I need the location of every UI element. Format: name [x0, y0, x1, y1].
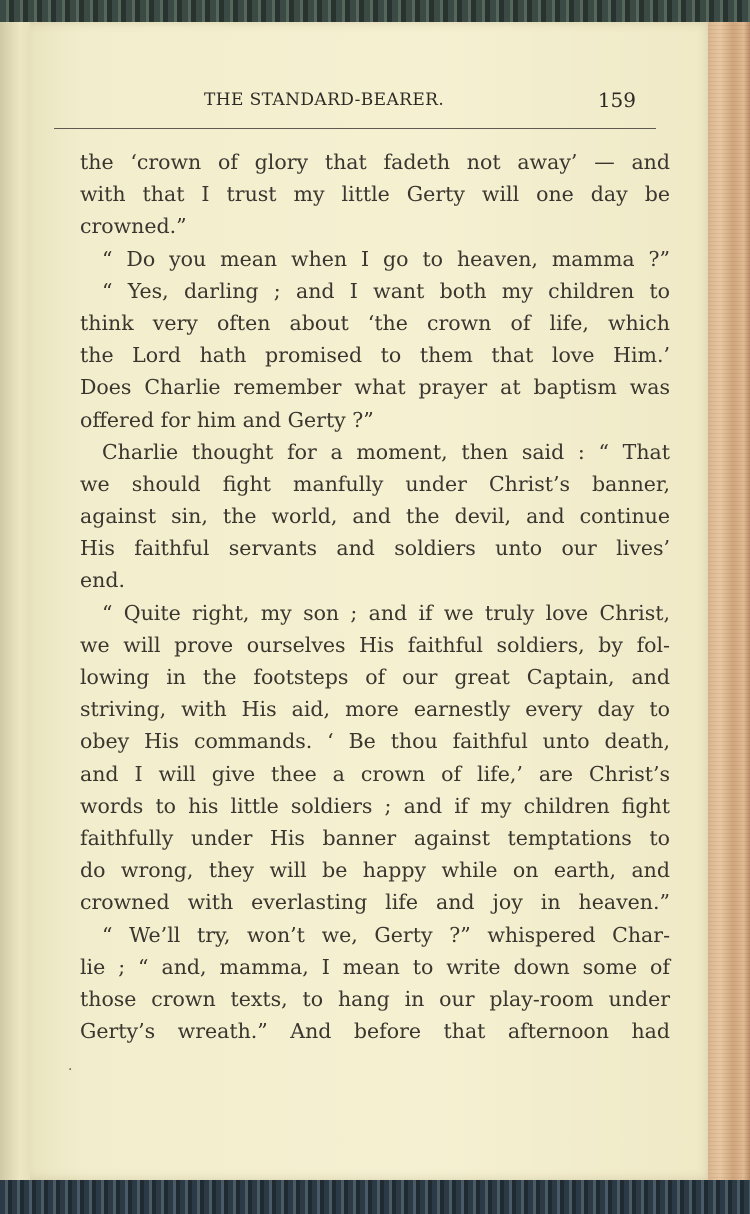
text-line: “ Quite right, my son ; and if we truly love Christ, — [102, 600, 670, 625]
text-line: faithfully under His banner against temptations to — [80, 825, 670, 850]
text-line: lowing in the footsteps of our great Captain, and — [80, 665, 670, 689]
text-line: His faithful servants and soldiers unto our lives’ — [80, 536, 670, 561]
text-line: we will prove ourselves His faithful soldiers, by fol- — [80, 632, 670, 657]
text-line: with that I trust my little Gerty will one day be — [80, 182, 670, 207]
text-line: the ‘crown of glory that fadeth not away’ — and — [80, 150, 670, 174]
body-text — [80, 146, 670, 1047]
text-line: Charlie thought for a moment, then said : “ That — [102, 439, 670, 464]
text-line: we should fight manfully under Christ’s banner, — [80, 471, 670, 496]
running-title: THE STANDARD-BEARER. — [204, 90, 445, 110]
text-line: think very often about ‘the crown of life, which — [80, 310, 670, 335]
text-line: against sin, the world, and the devil, and continue — [80, 504, 670, 529]
text-line: and I will give thee a crown of life,’ are Christ’s — [80, 761, 670, 786]
running-header — [54, 66, 636, 112]
text-line: “ We’ll try, won’t we, Gerty ?” whispered Char- — [102, 922, 670, 947]
ink-speck: · — [68, 1062, 73, 1078]
page-block-edge — [708, 22, 750, 1182]
text-line: end. — [80, 568, 125, 593]
text-line: the Lord hath promised to them that love Him.’ — [80, 343, 670, 368]
book-cover-top-edge — [0, 0, 750, 22]
text-line: crowned.” — [80, 214, 187, 239]
text-line: offered for him and Gerty ?” — [80, 407, 374, 432]
text-line: striving, with His aid, more earnestly every day to — [80, 697, 670, 722]
text-line: Gerty’s wreath.” And before that afternoon had — [80, 1019, 670, 1044]
header-rule — [54, 128, 656, 129]
text-line: Does Charlie remember what prayer at baptism was — [80, 375, 670, 400]
text-line: lie ; “ and, mamma, I mean to write down some of — [80, 954, 670, 979]
text-line: crowned with everlasting life and joy in heaven.” — [80, 890, 670, 915]
text-line: words to his little soldiers ; and if my children fight — [80, 793, 670, 818]
text-line: those crown texts, to hang in our play-room under — [80, 986, 670, 1011]
text-line: “ Yes, darling ; and I want both my children to — [102, 278, 670, 303]
page-number: 159 — [597, 88, 636, 112]
text-line: “ Do you mean when I go to heaven, mamma ?” — [102, 246, 670, 271]
text-line: do wrong, they will be happy while on earth, and — [80, 858, 670, 883]
text-line: obey His commands. ‘ Be thou faithful unto death, — [80, 729, 670, 754]
book-cover-bottom-edge — [0, 1180, 750, 1214]
